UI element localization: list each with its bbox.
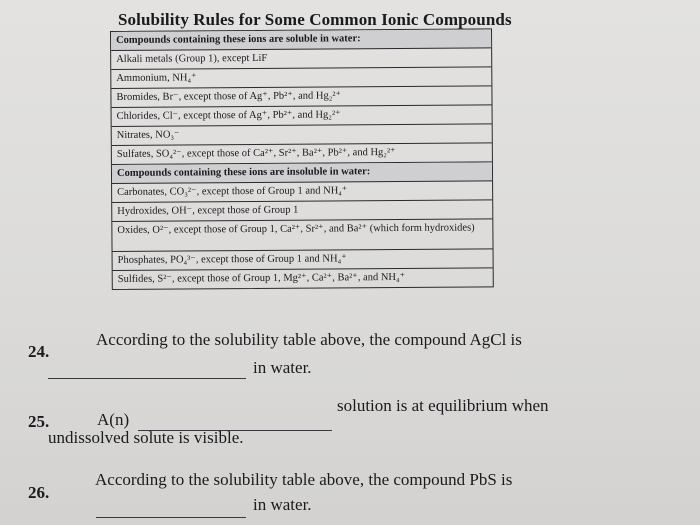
question-26-answer-blank[interactable] xyxy=(96,517,246,518)
table-row: Ammonium, NH₄⁺ xyxy=(111,67,491,89)
table-row: Alkali metals (Group 1), except LiF xyxy=(111,48,491,70)
question-26-number: 26. xyxy=(28,483,50,502)
table-row: Sulfides, S²⁻, except those of Group 1, Mg²⁺, Ca²⁺, Ba²⁺, and NH₄⁺ xyxy=(117,271,406,285)
table-row: Oxides, O²⁻, except those of Group 1, Ca²⁺, Sr²⁺, and Ba²⁺ (which form hydroxides) xyxy=(112,219,492,252)
table-row: Sulfates, SO₄²⁻, except those of Ca²⁺, Sr²⁺, Ba²⁺, Pb²⁺, and Hg₂²⁺ xyxy=(112,143,492,165)
question-24-number: 24. xyxy=(28,342,50,361)
question-25-prefix: A(n) xyxy=(97,410,130,429)
question-24-text-end: in water. xyxy=(253,358,312,377)
table-row: Phosphates, PO₄³⁻, except those of Group 1 and NH₄⁺ xyxy=(113,249,493,271)
table-row: Chlorides, Cl⁻, except those of Ag⁺, Pb²⁺, and Hg₂²⁺ xyxy=(112,105,492,127)
question-26-text-end: in water. xyxy=(253,495,312,514)
question-25-number: 25. xyxy=(28,412,50,431)
question-25-text: solution is at equilibrium when xyxy=(337,396,549,415)
table-section-header: Compounds containing these ions are soluble in water: xyxy=(111,29,491,51)
question-24-text: According to the solubility table above, the compound AgCl is xyxy=(96,330,522,349)
solubility-rules-table xyxy=(110,28,494,290)
table-section-header: Compounds containing these ions are insoluble in water: xyxy=(112,162,492,184)
question-24-answer-blank[interactable] xyxy=(48,378,246,379)
table-row: Bromides, Br⁻, except those of Ag⁺, Pb²⁺, and Hg₂²⁺ xyxy=(111,86,491,108)
table-title: Solubility Rules for Some Common Ionic Compounds xyxy=(118,10,512,29)
table-row: Carbonates, CO₃²⁻, except those of Group 1 and NH₄⁺ xyxy=(112,181,492,203)
question-25-text-end: undissolved solute is visible. xyxy=(48,428,244,447)
question-26-text: According to the solubility table above, the compound PbS is xyxy=(95,470,513,489)
table-row: Nitrates, NO₃⁻ xyxy=(112,124,492,146)
table-row: Hydroxides, OH⁻, except those of Group 1 xyxy=(112,200,492,222)
